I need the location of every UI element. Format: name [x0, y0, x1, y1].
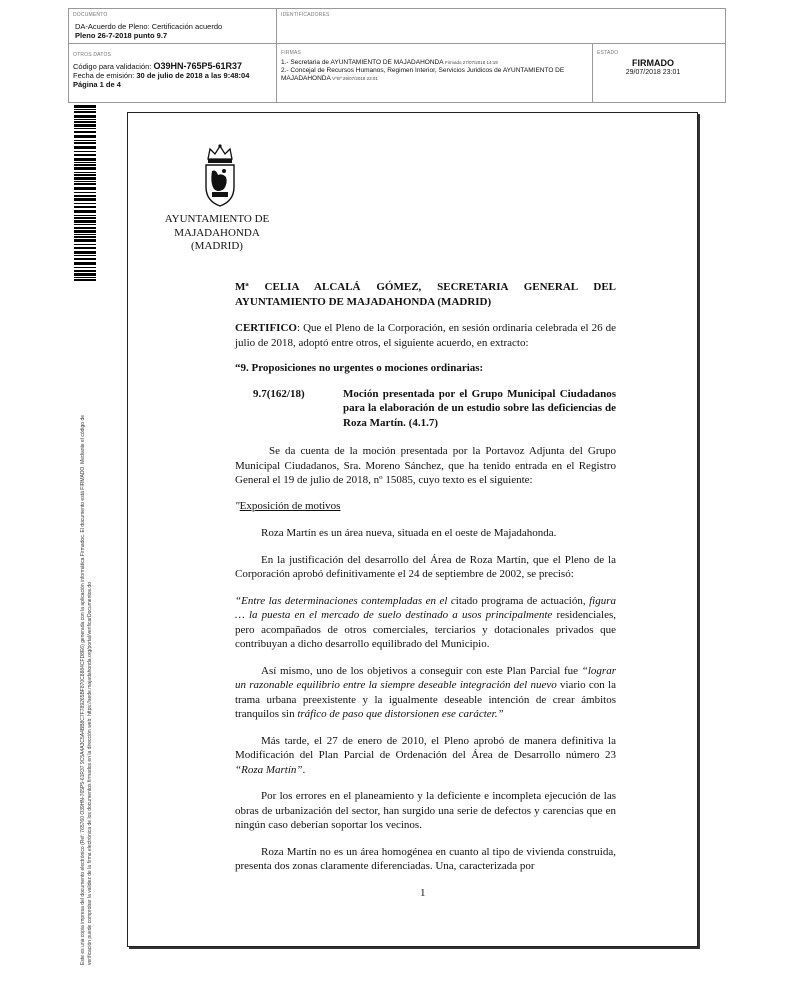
- paragraph-5: Así mismo, uno de los objetivos a conseguir con este Plan Parcial fue “lograr un razonable equilibrio entre la siempre deseable integración del nuevo viario con la trama urbana preexistente y la igualmente deseable intención de crear ámbitos tranquilos sin tráfico de paso que distorsionen ese carácter.”: [235, 664, 616, 720]
- identificadores-cell: [277, 9, 725, 44]
- estado-cell: [593, 44, 725, 102]
- punto-9: “9. Proposiciones no urgentes o mociones ordinarias:: [235, 362, 484, 374]
- paragraph-6: Más tarde, el 27 de enero de 2010, el Pleno aprobó de manera definitiva la Modificación del Plan Parcial de Ordenación del Área de Desarrollo número 23 “Roza Martín”.: [235, 734, 616, 776]
- certifico-paragraph: CERTIFICO: Que el Pleno de la Corporación, en sesión ordinaria celebrada el 26 de julio de 2018, adoptó entre otros, el siguiente acuerdo, en extracto:: [235, 322, 616, 349]
- coat-of-arms-icon: [200, 143, 240, 209]
- paragraph-2: Roza Martín es un área nueva, situada en el oeste de Majadahonda.: [261, 527, 557, 539]
- signature-header: [68, 8, 726, 103]
- otros-datos-cell: [69, 44, 277, 102]
- documento-cell: [69, 9, 277, 44]
- firma-1: 1.- Secretaria de AYUNTAMIENTO DE MAJADAHONDA Firmado 27/07/2018 14:19: [281, 59, 498, 66]
- firma-2: 2.- Concejal de Recursos Humanos, Regimen Interior, Servicios Juridicos de AYUNTAMIENTO DE: [281, 67, 565, 74]
- documento-label: DOCUMENTO: [73, 12, 108, 18]
- page-number: 1: [420, 887, 426, 899]
- documento-text: DA-Acuerdo de Pleno: Certificación acuerdo Pleno 26-7-2018 punto 9.7: [75, 22, 223, 40]
- estado-label: ESTADO: [597, 50, 619, 56]
- paragraph-4: “Entre las determinaciones contempladas en el citado programa de actuación, figura … la puesta en el mercado de suelo destinado a usos principalmente residenciales, pero acompañados de otros comerciales, terciarios y dotacionales privados que contribuyan a dicho desarrollo equilibrado del Municipio.: [235, 594, 616, 650]
- fecha-emision: Fecha de emisión: 30 de julio de 2018 a las 9:48:04: [73, 71, 250, 80]
- certificate-body: [235, 280, 616, 874]
- codigo-validacion: Código para validación: O39HN-765P5-61R37: [73, 61, 243, 71]
- validation-side-text: Este es una copia impresa del documento electrónico (Ref: 765760 O39HN-765P5-61R37 9C5A4A3C5A4BB8C7F789265BF870C8884CFD8E6) generada con la aplicación informática Firmadoc. El documento está FIRMADO. Mediante el código de verificación puede comprobar la validez de la firma electrónica de los documentos firmados en la dirección web: https://sede.majadahonda.org/portal/verificarDocumentos.do: [80, 414, 93, 965]
- heading: Mª CELIA ALCALÁ GÓMEZ, SECRETARIA GENERAL DEL AYUNTAMIENTO DE MAJADAHONDA (MADRID): [235, 281, 616, 308]
- otros-datos-label: OTROS DATOS: [73, 52, 112, 58]
- paragraph-1: Se da cuenta de la moción presentada por la Portavoz Adjunta del Grupo Municipal Ciudadanos, Sra. Moreno Sánchez, que ha tenido entrada en el Registro General el 19 de julio de 2018, nº 15085, cuyo texto es el siguiente:: [235, 445, 616, 486]
- firmas-label: FIRMAS: [281, 50, 302, 56]
- barcode: [74, 105, 96, 285]
- firmas-cell: FIRMAS 1.- Secretaria de AYUNTAMIENTO DE MAJADAHONDA Firmado 27/07/2018 14:19 2.- Concejal de Recursos Humanos, Regimen Interior, Servicios Juridicos de AYUNTAMIENTO DE MAJADAHONDA VºBº 29/07/2018 23:01: [277, 44, 593, 102]
- estado-value: FIRMADO: [632, 58, 674, 68]
- paragraph-7: Por los errores en el planeamiento y la deficiente e incompleta ejecución de las obras de urbanización del sector, han surgido una serie de defectos y carencias que en ningún caso deberían soportar los vecinos.: [235, 790, 616, 831]
- pagina-info: Página 1 de 4: [73, 80, 121, 89]
- ayuntamiento-block: AYUNTAMIENTO DE MAJADAHONDA (MADRID): [164, 213, 270, 252]
- identificadores-label: IDENTIFICADORES: [281, 12, 330, 18]
- paragraph-8: Roza Martín no es un área homogénea en cuanto al tipo de vivienda construida, presenta dos zonas claramente diferenciadas. Una, caracterizada por: [235, 845, 616, 872]
- exposicion-heading: "Exposición de motivos: [235, 499, 341, 512]
- estado-date: 29/07/2018 23:01: [625, 69, 681, 76]
- paragraph-3: En la justificación del desarrollo del Área de Roza Martín, que el Pleno de la Corporación aprobó definitivamente el 24 de septiembre de 2002, se precisó:: [235, 553, 616, 580]
- punto-9-7: 9.7(162/18) Moción presentada por el Grupo Municipal Ciudadanos para la elaboración de un estudio sobre las deficiencias de Roza Martín. (4.1.7): [253, 387, 616, 429]
